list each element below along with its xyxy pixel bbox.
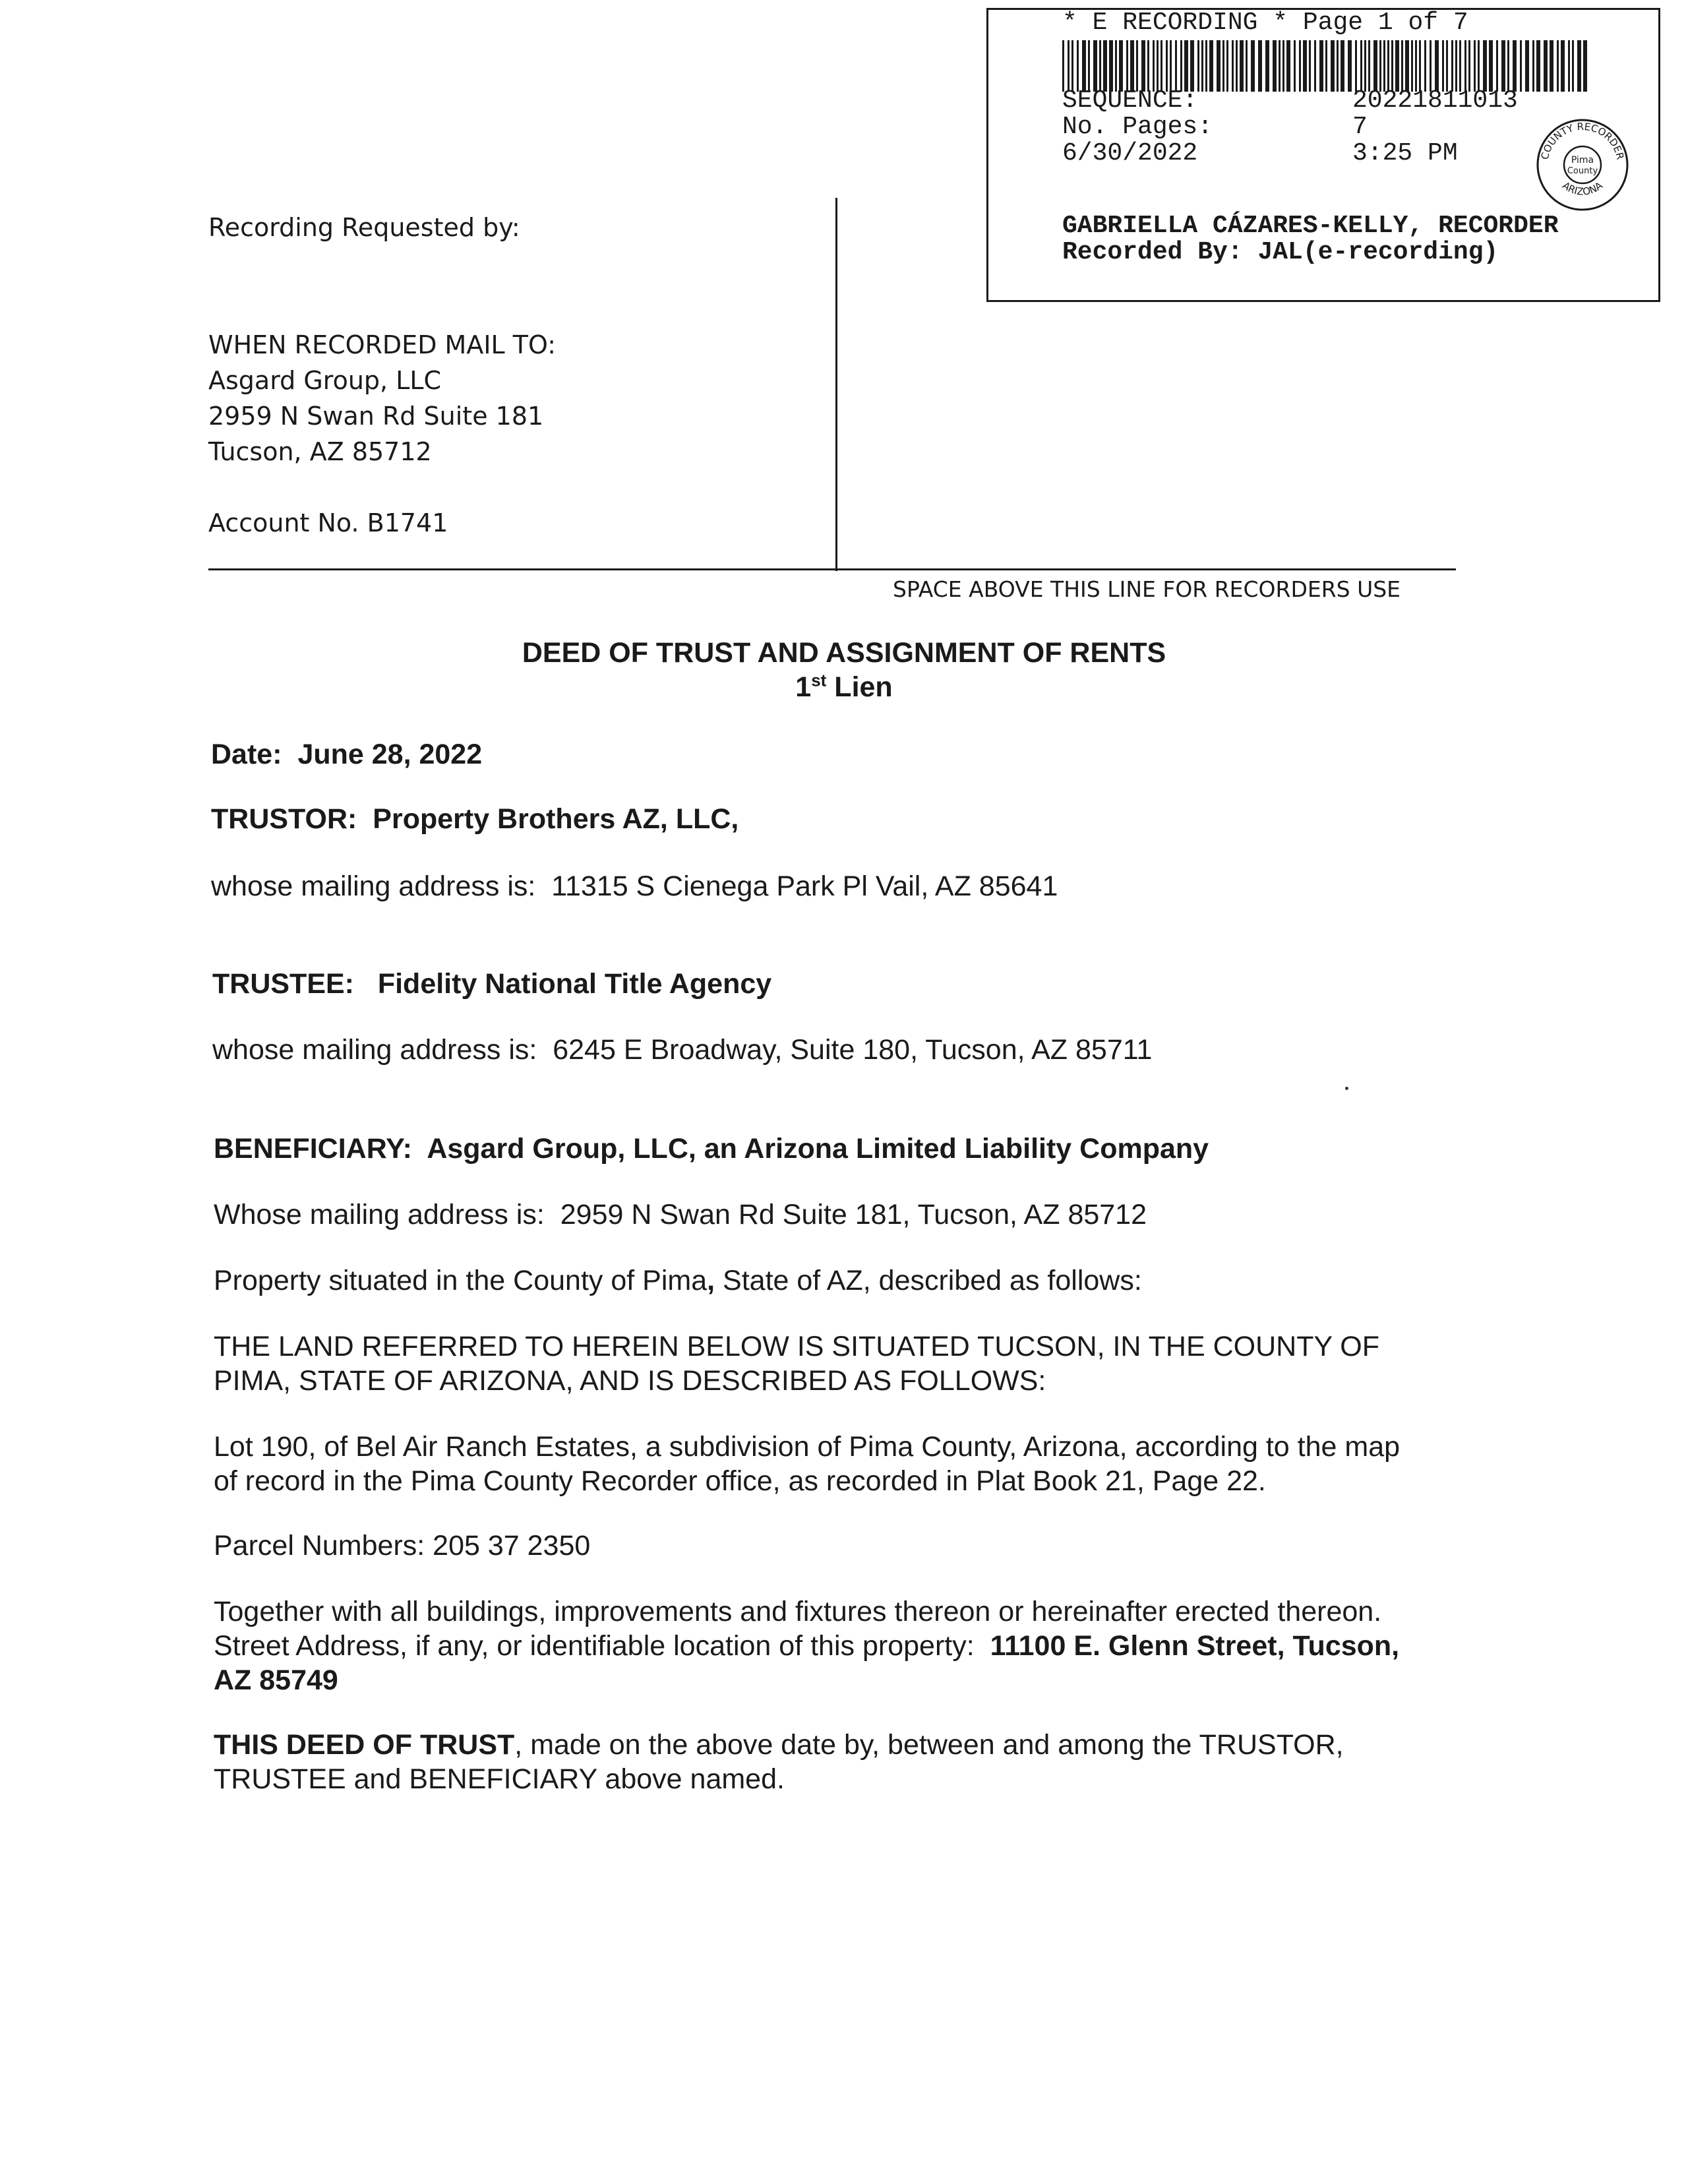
barcode-bar [1513,40,1517,92]
barcode-bar [1536,40,1540,92]
barcode-bar [1544,40,1548,92]
barcode-bar [1088,40,1090,92]
barcode-bar [1532,40,1534,92]
header-vertical-divider [835,198,837,571]
mail-to-label: WHEN RECORDED MAIL TO: [208,330,557,359]
barcode-bar [1282,40,1284,92]
barcode-bar [1368,40,1370,92]
barcode-bar [1483,40,1487,92]
barcode-bar [1147,40,1149,92]
street-value-2: AZ 85749 [214,1664,338,1696]
mail-to-street: 2959 N Swan Rd Suite 181 [208,402,544,431]
closing-line-1 [214,1728,1344,1762]
land-referred-paragraph [214,1329,1379,1398]
barcode-bar [1459,40,1461,92]
barcode-bar [1226,40,1228,92]
barcode-bar [1314,40,1316,92]
trustor-address: whose mailing address is: 11315 S Cienega Park Pl Vail, AZ 85641 [211,870,1058,902]
lot-line-2: of record in the Pima County Recorder office, as recorded in Plat Book 21, Page 22. [214,1465,1266,1497]
barcode-bar [1341,40,1344,92]
barcode-bar [1258,40,1262,92]
barcode-bar [1360,40,1362,92]
barcode-bar [1093,40,1097,92]
barcode-bar [1246,40,1248,92]
property-county-line: Property situated in the County of Pima, State of AZ, described as follows: [214,1265,1142,1296]
barcode-bar [1160,40,1162,92]
barcode-bar [1299,40,1301,92]
trustor-value: Property Brothers AZ, LLC, [373,803,739,835]
closing-paragraph [214,1728,1344,1796]
trustor-label: TRUSTOR: [211,803,357,835]
barcode-bar [1568,40,1570,92]
land-line-1: THE LAND REFERRED TO HEREIN BELOW IS SITUATED TUCSON, IN THE COUNTY OF [214,1331,1380,1362]
barcode-bar [1201,40,1203,92]
barcode-bar [1180,40,1182,92]
barcode-bar [1068,40,1070,92]
barcode-bar [1166,40,1168,92]
sequence-label: SEQUENCE: [1062,86,1198,115]
barcode-bar [1401,40,1403,92]
barcode-bar [1464,40,1466,92]
barcode-bar [1265,40,1269,92]
barcode-bar [1115,40,1117,92]
barcode-image [1062,40,1590,92]
barcode-bar [1387,40,1389,92]
recording-date: 6/30/2022 [1062,139,1198,167]
barcode-bar [1082,40,1086,92]
barcode-bar [1383,40,1385,92]
closing-rest: , made on the above date by, between and among the TRUSTOR, [514,1729,1344,1761]
recorder-stamp [986,8,1660,302]
trustee-line [212,967,771,1001]
barcode-bar [1364,40,1366,92]
closing-bold: THIS DEED OF TRUST [214,1729,515,1761]
recording-time: 3:25 PM [1352,139,1458,167]
lot-description-paragraph [214,1430,1400,1498]
parcel-numbers: Parcel Numbers: 205 37 2350 [214,1530,591,1562]
seal-center-line2: County [1567,166,1598,176]
recorded-by: Recorded By: JAL(e-recording) [1062,238,1499,266]
barcode-bar [1348,40,1352,92]
barcode-bar [1062,40,1064,92]
barcode-bar [1184,40,1188,92]
barcode-bar [1141,40,1145,92]
barcode-bar [1583,40,1587,92]
barcode-bar [1240,40,1244,92]
barcode-bar [1170,40,1172,92]
barcode-bar [1550,40,1553,92]
trustee-address: whose mailing address is: 6245 E Broadway, Suite 180, Tucson, AZ 85711 [212,1034,1153,1066]
barcode-bar [1337,40,1339,92]
land-line-2: PIMA, STATE OF ARIZONA, AND IS DESCRIBED AS FOLLOWS: [214,1365,1046,1397]
barcode-bar [1286,40,1290,92]
date-line [211,737,482,772]
barcode-bar [1136,40,1138,92]
street-intro: Street Address, if any, or identifiable location of this property: [214,1630,975,1662]
barcode-bar [1489,40,1493,92]
lot-line-1: Lot 190, of Bel Air Ranch Estates, a subdivision of Pima County, Arizona, according to the map [214,1431,1401,1463]
barcode-bar [1153,40,1155,92]
barcode-bar [1496,40,1498,92]
lien-suffix: st [811,670,827,690]
seal-bottom-text: ARIZONA [1560,179,1605,198]
barcode-bar [1405,40,1409,92]
barcode-bar [1331,40,1335,92]
barcode-bar [1501,40,1505,92]
barcode-bar [1395,40,1399,92]
stamp-header: * E RECORDING * Page 1 of 7 [1062,9,1468,37]
barcode-bar [1077,40,1079,92]
recorders-use-caption: SPACE ABOVE THIS LINE FOR RECORDERS USE [893,576,1401,602]
barcode-bar [1236,40,1238,92]
beneficiary-line [214,1132,1209,1166]
barcode-bar [1319,40,1323,92]
mail-to-name: Asgard Group, LLC [208,366,442,395]
barcode-bar [1411,40,1413,92]
barcode-bar [1209,40,1213,92]
barcode-bar [1217,40,1221,92]
barcode-bar [1205,40,1207,92]
barcode-bar [1294,40,1296,92]
barcode-bar [1577,40,1581,92]
beneficiary-address: Whose mailing address is: 2959 N Swan Rd Suite 181, Tucson, AZ 85712 [214,1199,1147,1230]
barcode-bar [1520,40,1522,92]
lien-number: 1 [795,671,812,703]
recorders-line [208,568,1456,570]
barcode-bar [1474,40,1476,92]
barcode-bar [1391,40,1393,92]
barcode-bar [1325,40,1327,92]
property-county-post: State of AZ, described as follows: [715,1265,1142,1296]
barcode-bar [1232,40,1234,92]
barcode-bar [1130,40,1134,92]
sequence-value: 20221811013 [1352,86,1518,115]
barcode-bar [1435,40,1439,92]
closing-line-2: TRUSTEE and BENEFICIARY above named. [214,1763,785,1795]
trustee-value: Fidelity National Title Agency [377,968,772,1000]
barcode-bar [1103,40,1107,92]
pages-value: 7 [1352,113,1368,141]
barcode-bar [1424,40,1426,92]
account-number: Account No. B1741 [208,508,448,537]
barcode-bar [1197,40,1199,92]
barcode-bar [1379,40,1381,92]
trustor-line [211,802,738,836]
barcode-bar [1507,40,1509,92]
barcode-bar [1468,40,1470,92]
barcode-bar [1478,40,1480,92]
barcode-bar [1279,40,1281,92]
svg-text:ARIZONA [1560,179,1605,198]
barcode-bar [1419,40,1421,92]
seal-center-line1: Pima [1571,155,1594,166]
barcode-bar [1273,40,1277,92]
barcode-bar [1157,40,1159,92]
barcode-bar [1442,40,1444,92]
barcode-bar [1071,40,1073,92]
pages-label: No. Pages: [1062,113,1213,141]
barcode-bar [1355,40,1357,92]
barcode-bar [1561,40,1565,92]
barcode-bar [1557,40,1559,92]
mail-to-city: Tucson, AZ 85712 [208,437,432,466]
barcode-bar [1126,40,1128,92]
barcode-bar [1451,40,1453,92]
together-paragraph [214,1594,1466,1697]
barcode-bar [1572,40,1574,92]
lien-word: Lien [834,671,893,703]
scan-speck [1345,1087,1348,1090]
county-recorder-seal-icon [1533,115,1632,214]
barcode-bar [1309,40,1311,92]
date-value: June 28, 2022 [297,739,483,770]
barcode-bar [1415,40,1417,92]
barcode-bar [1222,40,1224,92]
barcode-bar [1119,40,1123,92]
street-address-line [214,1629,1466,1663]
barcode-bar [1109,40,1113,92]
lien-position [0,671,1688,704]
beneficiary-value: Asgard Group, LLC, an Arizona Limited Liability Company [427,1133,1209,1165]
recording-requested-by: Recording Requested by: [208,213,520,242]
barcode-bar [1099,40,1101,92]
barcode-bar [1190,40,1194,92]
beneficiary-label: BENEFICIARY: [214,1133,412,1165]
recorder-name: GABRIELLA CÁZARES-KELLY, RECORDER [1062,212,1559,240]
document-title: DEED OF TRUST AND ASSIGNMENT OF RENTS [522,637,1166,669]
barcode-bar [1430,40,1432,92]
barcode-bar [1303,40,1307,92]
barcode-bar [1455,40,1457,92]
seal-top-text: COUNTY RECORDER [1538,120,1627,161]
barcode-bar [1446,40,1448,92]
trustee-label: TRUSTEE: [212,968,354,1000]
barcode-bar [1175,40,1177,92]
barcode-bar [1525,40,1529,92]
barcode-bar [1251,40,1255,92]
date-label: Date: [211,739,282,770]
street-value-1: 11100 E. Glenn Street, Tucson, [990,1630,1400,1662]
property-county-pre: Property situated in the County of Pima [214,1265,708,1296]
together-line-1: Together with all buildings, improvements and fixtures thereon or hereinafter erected thereon. [214,1596,1382,1627]
barcode-bar [1373,40,1377,92]
